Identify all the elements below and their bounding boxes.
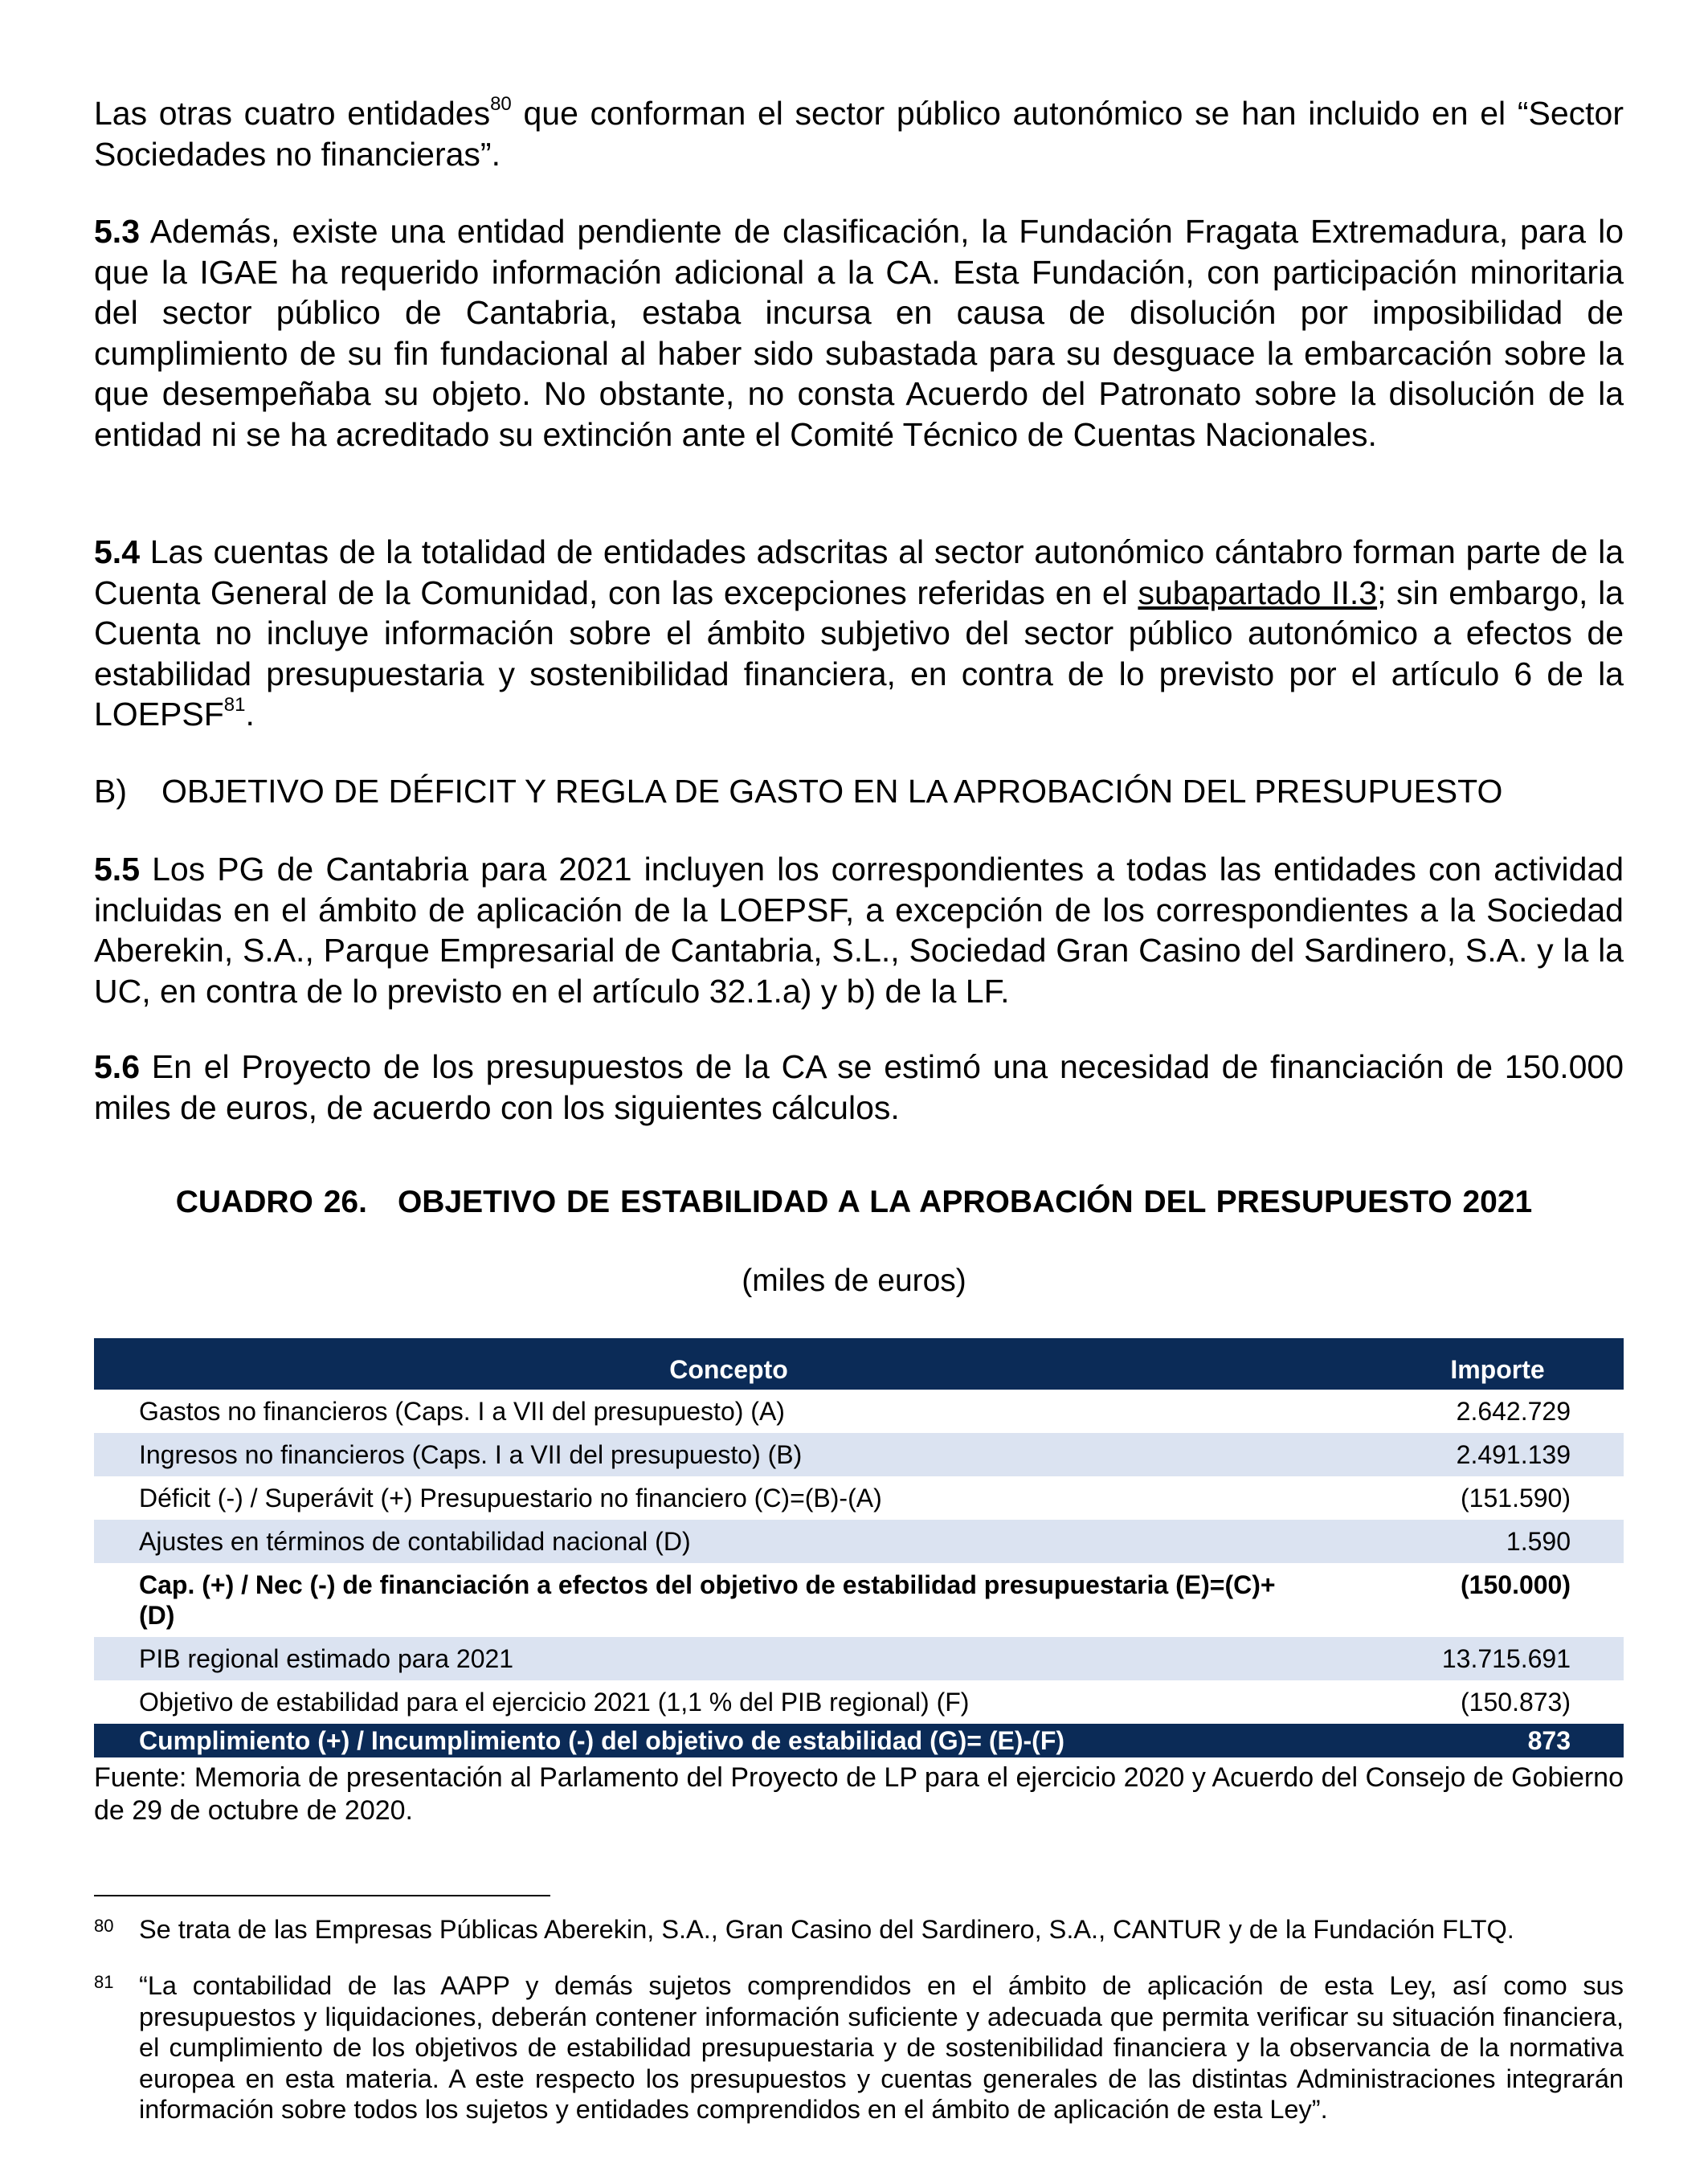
row-concept: Cumplimiento (+) / Incumplimiento (-) del objetivo de estabilidad (G)= (E)-(F)	[139, 1726, 1065, 1755]
intro-paragraph	[94, 93, 1624, 174]
row-amount: 13.715.691	[1441, 1644, 1571, 1673]
paragraph-text: Además, existe una entidad pendiente de clasificación, la Fundación Fragata Extremadura, para lo que la IGAE ha requerido información adicional a la CA. Esta Fundación, con participación minoritaria del sector público de Cantabria, estaba incursa en causa de disolución por imposibilidad de cumplimiento de su fin fundacional al haber sido subastada para su desguace la embarcación sobre la que desempeñaba su objeto. No obstante, no consta Acuerdo del Patronato sobre la disolución de la entidad ni se ha acreditado su extinción ante el Comité Técnico de Cuentas Nacionales.	[94, 213, 1624, 453]
footnote-text: “La contabilidad de las AAPP y demás sujetos comprendidos en el ámbito de aplicación de esta Ley, así como sus presupuestos y liquidaciones, deberán contener información suficiente y adecuada que permita verificar su situación financiera, el cumplimiento de los objetivos de estabilidad presupuestaria y de sostenibilidad financiera y la observancia de la normativa europea en esta materia. A este respecto los presupuestos y cuentas generales de las distintas Administraciones integrarán información sobre todos los sujetos y entidades comprendidos en el ámbito de aplicación de esta Ley”.	[139, 1971, 1624, 2124]
intro-text-after: que conforman el sector público autonómico se han incluido en el “Sector Sociedades no financieras”.	[94, 95, 1624, 173]
footnote-81	[94, 1970, 1624, 2125]
stability-table	[94, 1338, 1624, 1757]
row-concept: Gastos no financieros (Caps. I a VII del presupuesto) (A)	[139, 1397, 785, 1426]
table-row-total	[94, 1724, 1624, 1757]
row-amount: 1.590	[1506, 1527, 1571, 1556]
table-row	[94, 1637, 1624, 1680]
row-amount: (151.590)	[1461, 1484, 1571, 1512]
table-units: (miles de euros)	[742, 1263, 966, 1298]
section-heading-b	[94, 771, 1502, 811]
row-amount: 873	[1527, 1726, 1571, 1755]
paragraph-number: 5.6	[94, 1048, 140, 1085]
paragraph-number: 5.3	[94, 213, 140, 250]
table-row	[94, 1476, 1624, 1520]
footnote-80	[94, 1914, 1624, 1945]
paragraph-5-5	[94, 849, 1624, 1011]
footnote-text: Se trata de las Empresas Públicas Aberekin, S.A., Gran Casino del Sardinero, S.A., CANTUR y de la Fundación FLTQ.	[139, 1915, 1514, 1944]
table-header	[94, 1338, 1624, 1390]
row-amount: (150.000)	[1461, 1570, 1571, 1599]
table-row	[94, 1520, 1624, 1563]
section-title: OBJETIVO DE DÉFICIT Y REGLA DE GASTO EN LA APROBACIÓN DEL PRESUPUESTO	[161, 773, 1503, 810]
paragraph-number: 5.4	[94, 533, 140, 570]
paragraph-text: .	[245, 696, 255, 733]
paragraph-text: Las cuentas de la totalidad de entidades adscritas al sector autonómico cántabro forman parte de la Cuenta General de la Comunidad, con las excepciones referidas en el	[94, 533, 1624, 611]
paragraph-text: En el Proyecto de los presupuestos de la CA se estimó una necesidad de financiación de 150.000 miles de euros, de acuerdo con los siguientes cálculos.	[94, 1048, 1624, 1126]
row-concept: Ajustes en términos de contabilidad nacional (D)	[139, 1527, 691, 1556]
row-concept: PIB regional estimado para 2021	[139, 1644, 514, 1673]
row-concept: Déficit (-) / Superávit (+) Presupuestario no financiero (C)=(B)-(A)	[139, 1484, 882, 1512]
subapartado-link[interactable]: subapartado II.3	[1138, 574, 1378, 611]
row-concept: Objetivo de estabilidad para el ejercicio 2021 (1,1 % del PIB regional) (F)	[139, 1688, 970, 1717]
header-concept: Concepto	[669, 1355, 788, 1384]
footnote-ref-80[interactable]: 80	[490, 93, 512, 115]
footnote-divider	[94, 1895, 550, 1896]
paragraph-text: ; sin embargo, la Cuenta no incluye información sobre el ámbito subjetivo del sector público autonómico a efectos de estabilidad presupuestaria y sostenibilidad financiera, en contra de lo previsto por el artículo 6 de la LOEPSF	[94, 574, 1624, 733]
table-row-subtotal	[94, 1563, 1624, 1637]
row-amount: 2.491.139	[1456, 1440, 1571, 1469]
paragraph-text: Los PG de Cantabria para 2021 incluyen los correspondientes a todas las entidades con actividad incluidas en el ámbito de aplicación de la LOEPSF, a excepción de los correspondientes a la Sociedad Aberekin, S.A., Parque Empresarial de Cantabria, S.L., Sociedad Gran Casino del Sardinero, S.A. y la la UC, en contra de lo previsto en el artículo 32.1.a) y b) de la LF.	[94, 851, 1624, 1010]
header-amount: Importe	[1450, 1355, 1545, 1384]
table-title-text: OBJETIVO DE ESTABILIDAD A LA APROBACIÓN DEL PRESUPUESTO 2021	[397, 1185, 1533, 1219]
table-row	[94, 1433, 1624, 1476]
paragraph-number: 5.5	[94, 851, 140, 888]
table-row	[94, 1680, 1624, 1724]
paragraph-5-3	[94, 211, 1624, 455]
paragraph-5-6	[94, 1047, 1624, 1128]
intro-text-before: Las otras cuatro entidades	[94, 95, 491, 132]
table-source: Fuente: Memoria de presentación al Parlamento del Proyecto de LP para el ejercicio 2020 y Acuerdo del Consejo de Gobierno de 29 de octubre de 2020.	[94, 1762, 1624, 1826]
section-letter: B)	[94, 773, 127, 810]
row-concept: Cap. (+) / Nec (-) de financiación a efectos del objetivo de estabilidad presupuestaria (E)=(C)+(D)	[139, 1570, 1276, 1630]
footnote-number: 81	[94, 1972, 114, 1992]
row-concept: Ingresos no financieros (Caps. I a VII del presupuesto) (B)	[139, 1440, 803, 1469]
paragraph-5-4	[94, 532, 1624, 735]
table-label: CUADRO 26.	[175, 1185, 367, 1219]
row-amount: 2.642.729	[1456, 1397, 1571, 1426]
footnote-ref-81[interactable]: 81	[223, 694, 246, 716]
row-amount: (150.873)	[1461, 1688, 1571, 1717]
table-row	[94, 1390, 1624, 1433]
table-title	[0, 1185, 1708, 1220]
footnote-number: 80	[94, 1916, 114, 1936]
